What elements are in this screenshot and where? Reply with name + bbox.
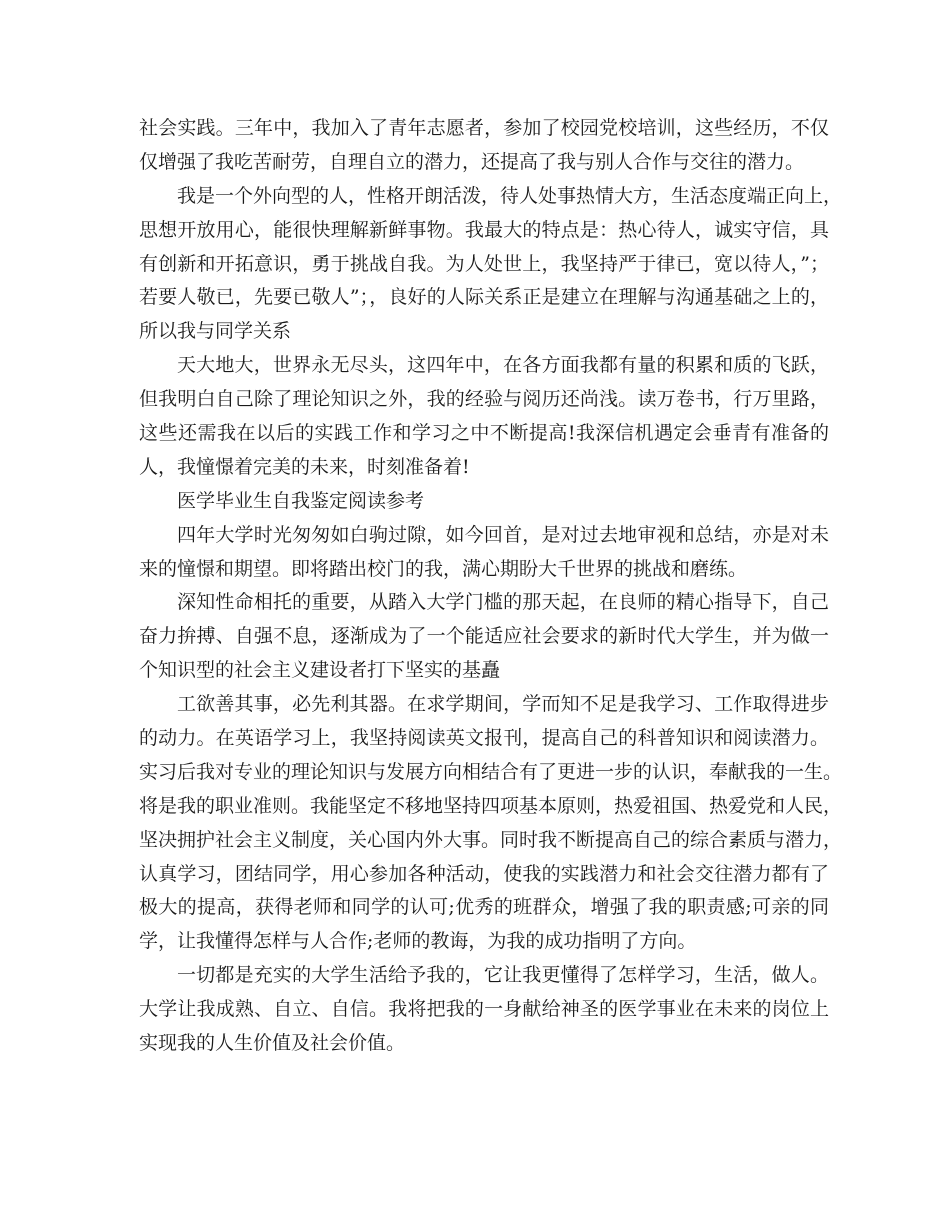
text-line: 医学毕业生自我鉴定阅读参考	[177, 489, 425, 512]
text-line: 这些还需我在以后的实践工作和学习之中不断提高!我深信机遇定会垂青有准备的	[139, 422, 829, 445]
text-line: 人，我憧憬着完美的未来，时刻准备着!	[139, 455, 470, 478]
text-line: 我是一个外向型的人，性格开朗活泼，待人处事热情大方，生活态度端正向上，	[177, 184, 843, 207]
text-line: 工欲善其事，必先利其器。在求学期间，学而知不足是我学习、工作取得进步	[177, 693, 829, 716]
text-line: 但我明白自己除了理论知识之外，我的经验与阅历还尚浅。读万卷书，行万里路，	[139, 388, 829, 411]
text-line: 的动力。在英语学习上，我坚持阅读英文报刊，提高自己的科普知识和阅读潜力。	[139, 727, 829, 750]
text-line: 个知识型的社会主义建设者打下坚实的基矗	[139, 659, 501, 682]
text-line: 若要人敬已，先要已敬人”；，良好的人际关系正是建立在理解与沟通基础之上的，	[139, 286, 829, 309]
text-line: 深知性命相托的重要，从踏入大学门槛的那天起，在良师的精心指导下，自己	[177, 591, 829, 614]
text-line: 一切都是充实的大学生活给予我的，它让我更懂得了怎样学习，生活，做人。	[177, 964, 829, 987]
text-line: 天大地大，世界永无尽头，这四年中，在各方面我都有量的积累和质的飞跃，	[177, 354, 829, 377]
text-line: 社会实践。三年中，我加入了青年志愿者，参加了校园党校培训，这些经历，不仅	[139, 117, 829, 139]
text-line: 奋力拚搏、自强不息，逐渐成为了一个能适应社会要求的新时代大学生，并为做一	[139, 625, 829, 648]
document-body	[139, 112, 843, 1061]
text-line: 思想开放用心，能很快理解新鲜事物。我最大的特点是：热心待人，诚实守信，具	[139, 218, 829, 241]
text-line: 极大的提高，获得老师和同学的认可;优秀的班群众，增强了我的职责感;可亲的同	[139, 896, 829, 919]
text-line: 四年大学时光匆匆如白驹过隙，如今回首，是对过去地审视和总结，亦是对未	[177, 523, 829, 546]
text-line: 认真学习，团结同学，用心参加各种活动，使我的实践潜力和社会交往潜力都有了	[139, 862, 829, 885]
text-line: 学，让我懂得怎样与人合作;老师的教诲，为我的成功指明了方向。	[139, 930, 697, 953]
text-line: 坚决拥护社会主义制度，关心国内外大事。同时我不断提高自己的综合素质与潜力，	[139, 828, 843, 851]
text-line: 大学让我成熟、自立、自信。我将把我的一身献给神圣的医学事业在未来的岗位上	[139, 998, 829, 1021]
text-line: 将是我的职业准则。我能坚定不移地坚持四项基本原则，热爱祖国、热爱党和人民，	[139, 794, 843, 817]
text-line: 仅增强了我吃苦耐劳，自理自立的潜力，还提高了我与别人合作与交往的潜力。	[139, 150, 805, 173]
text-line: 有创新和开拓意识，勇于挑战自我。为人处世上，我坚持严于律已，宽以待人，”；	[139, 252, 829, 275]
text-line: 实现我的人生价值及社会价值。	[139, 1032, 406, 1055]
text-line: 实习后我对专业的理论知识与发展方向相结合有了更进一步的认识，奉献我的一生。	[139, 760, 843, 783]
text-line: 来的憧憬和期望。即将踏出校门的我，满心期盼大千世界的挑战和磨练。	[139, 557, 748, 580]
text-line: 所以我与同学关系	[139, 320, 292, 343]
